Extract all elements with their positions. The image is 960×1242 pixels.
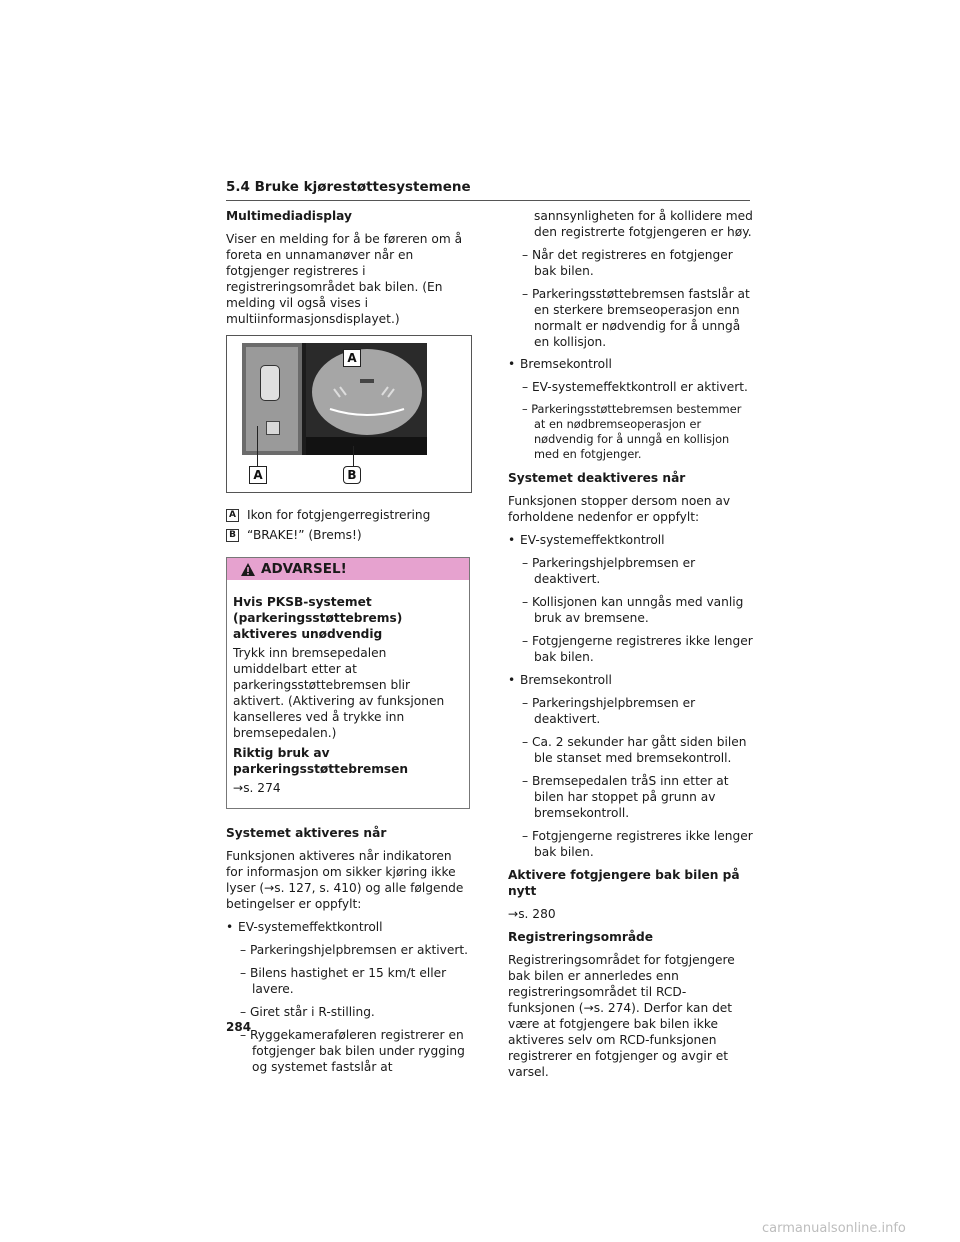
warning-ref: →s. 274 bbox=[233, 781, 281, 795]
watermark: carmanualsonline.info bbox=[762, 1221, 906, 1236]
page-number: 284 bbox=[226, 1020, 252, 1034]
brake-message-bar bbox=[306, 437, 427, 455]
list-item: – Giret står i R-stilling. bbox=[240, 1005, 375, 1019]
car-icon bbox=[260, 365, 280, 401]
multimedia-text: Viser en melding for å be føreren om å foreta en unnamanøver når en fotgjenger registreres i registreringsområdet bak bilen. (En melding vil også vises i multiinformasjonsdisplayet.) bbox=[226, 232, 463, 326]
brake-label: • Bremsekontroll bbox=[508, 356, 753, 372]
list-item: – Kollisjonen kan unngås med vanlig bruk av bremsene. bbox=[522, 595, 744, 625]
rear-camera-view bbox=[306, 343, 427, 455]
warning-text-1: Trykk inn bremsepedalen umiddelbart etter at parkeringsstøttebremsen blir aktivert. (Aktivering av funksjonen kanselleres ved å trykke inn bremsepedalen.) bbox=[233, 646, 445, 740]
list-item: – Parkeringsstøttebremsen bestemmer at en nødbremseoperasjon er nødvendig for å unngå en kollisjon med en fotgjenger. bbox=[522, 403, 742, 461]
legend-a bbox=[226, 507, 471, 523]
legend-text-a: Ikon for fotgjengerregistrering bbox=[247, 508, 431, 522]
camera-guidelines bbox=[312, 349, 422, 435]
list-item: – Fotgjengerne registreres ikke lenger bak bilen. bbox=[522, 634, 753, 664]
legend-key-b: B bbox=[226, 529, 239, 542]
legend-text-b: “BRAKE!” (Brems!) bbox=[247, 528, 362, 542]
list-item: – EV-systemeffektkontroll er aktivert. bbox=[522, 380, 748, 394]
list-item: – Parkeringsstøttebremsen fastslår at en sterkere bremseoperasjon enn normalt er nødvendig for å unngå en kollisjon. bbox=[522, 287, 750, 349]
activated-text: Funksjonen aktiveres når indikatoren for informasjon om sikker kjøring ikke lyser (→s. 127, s. 410) og alle følgende betingelser er oppfylt: bbox=[226, 849, 464, 911]
list-item: – Fotgjengerne registreres ikke lenger bak bilen. bbox=[522, 829, 753, 859]
reactivate-ref: →s. 280 bbox=[508, 907, 556, 921]
deactivated-heading: Systemet deaktiveres når bbox=[508, 471, 686, 485]
deactivated-brake-label: • Bremsekontroll bbox=[508, 672, 753, 688]
warning-triangle-icon bbox=[241, 563, 255, 576]
callout-a-top: A bbox=[343, 349, 361, 367]
right-column bbox=[508, 208, 753, 1087]
overhead-view bbox=[242, 343, 302, 455]
section-title: 5.4 Bruke kjørestøttesystemene bbox=[226, 179, 750, 201]
warning-title: ADVARSEL! bbox=[261, 561, 347, 577]
warning-heading-2: Riktig bruk av parkeringsstøttebremsen bbox=[233, 746, 409, 776]
area-text: Registreringsområdet for fotgjengere bak bilen er annerledes enn registreringsområdet til RCD-funksjonen (→s. 274). Derfor kan det være at fotgjengere bak bilen ikke aktiveres selv om RCD-funksjonen registrerer en fotgjenger og avgir et varsel. bbox=[508, 953, 735, 1079]
warning-heading-1: Hvis PKSB-systemet (parkeringsstøttebrems) aktiveres unødvendig bbox=[233, 595, 403, 641]
display-figure bbox=[226, 335, 472, 493]
callout-a-bottom: A bbox=[249, 466, 267, 484]
warning-header bbox=[227, 558, 469, 580]
pedestrian-detection-icon bbox=[266, 421, 280, 435]
list-item: – Når det registreres en fotgjenger bak bilen. bbox=[522, 248, 733, 278]
list-item: – Bilens hastighet er 15 km/t eller lavere. bbox=[240, 966, 447, 996]
legend-b bbox=[226, 527, 471, 543]
reactivate-heading: Aktivere fotgjengere bak bilen på nytt bbox=[508, 868, 740, 898]
multimedia-screen bbox=[242, 343, 427, 455]
continued-text: sannsynligheten for å kollidere med den registrerte fotgjengeren er høy. bbox=[534, 209, 753, 239]
deactivated-ev-label: • EV-systemeffektkontroll bbox=[508, 532, 753, 548]
left-column bbox=[226, 208, 471, 1082]
area-heading: Registreringsområde bbox=[508, 930, 654, 944]
legend-key-a: A bbox=[226, 509, 239, 522]
activated-heading: Systemet aktiveres når bbox=[226, 826, 387, 840]
list-item: – Parkeringshjelpbremsen er deaktivert. bbox=[522, 556, 696, 586]
list-item: – Parkeringshjelpbremsen er deaktivert. bbox=[522, 696, 696, 726]
list-item: – Ca. 2 sekunder har gått siden bilen ble stanset med bremsekontroll. bbox=[522, 735, 747, 765]
deactivated-text: Funksjonen stopper dersom noen av forholdene nedenfor er oppfylt: bbox=[508, 494, 731, 524]
warning-box bbox=[226, 557, 470, 809]
list-item: – Bremsepedalen tråS inn etter at bilen har stoppet på grunn av bremsekontroll. bbox=[522, 774, 729, 820]
multimedia-heading: Multimediadisplay bbox=[226, 209, 352, 223]
ev-label: • EV-systemeffektkontroll bbox=[226, 919, 471, 935]
callout-b: B bbox=[343, 466, 361, 484]
list-item: – Ryggekameraføleren registrerer en fotgjenger bak bilen under rygging og systemet fastslår at bbox=[240, 1028, 465, 1074]
list-item: – Parkeringshjelpbremsen er aktivert. bbox=[240, 943, 469, 957]
